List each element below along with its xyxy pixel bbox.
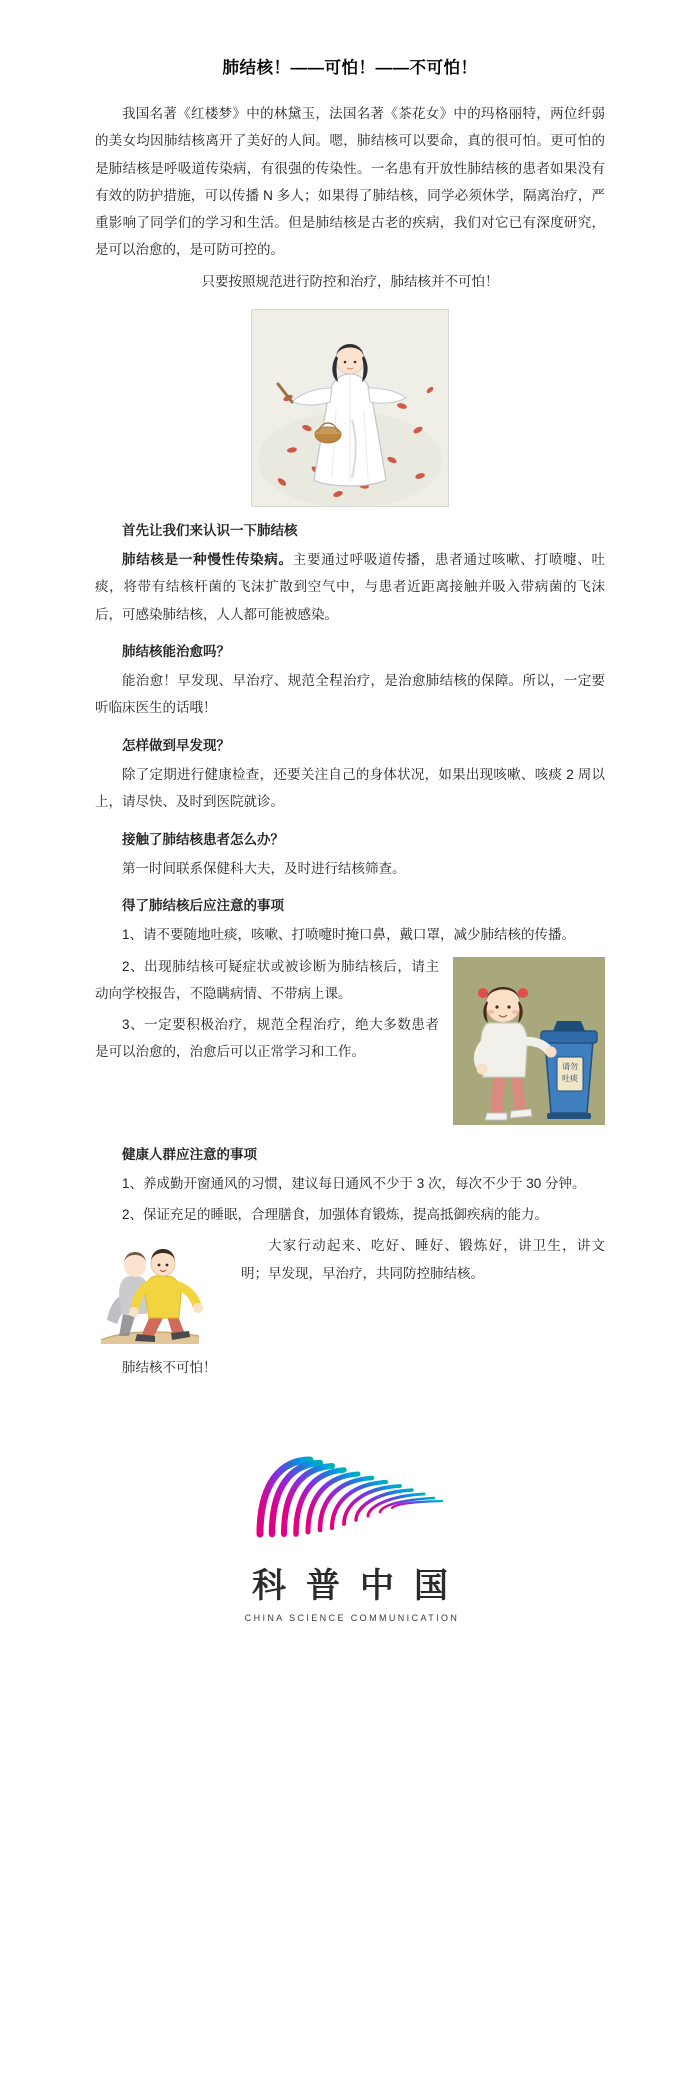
call-to-action-text: 大家行动起来、吃好、睡好、锻炼好，讲卫生，讲文明；早发现，早治疗，共同防控肺结核。 [241,1238,605,1281]
definition-paragraph [95,546,605,628]
question-2: 怎样做到早发现？ [122,737,230,753]
logo-subtitle: CHINA SCIENCE COMMUNICATION [244,1612,460,1623]
definition-lead: 肺结核是一种慢性传染病。 [122,552,293,568]
healthy-note-1: 1、养成勤开窗通风的习惯，建议每日通风不少于 3 次，每次不少于 30 分钟。 [122,1175,586,1191]
patient-notes-block [95,921,605,1130]
answer-2: 除了定期进行健康检查，还要关注自己的身体状况，如果出现咳嗽、咳痰 2 周以上，请尽快、及时到医院就诊。 [95,766,605,810]
footer-logo [190,1442,510,1623]
section-heading-intro: 首先让我们来认识一下肺结核 [122,522,298,538]
closing-text: 肺结核不可怕！ [122,1360,217,1376]
patient-note-3: 3、一定要积极治疗，规范全程治疗，绝大多数患者是可以治愈的，治愈后可以正常学习和工作。 [95,1017,439,1060]
illustration-no-spitting [453,957,605,1125]
kepu-china-mark-icon [190,1442,510,1552]
illustration-lin-daiyu [251,309,449,507]
section-heading-healthy-notes: 健康人群应注意的事项 [122,1146,257,1162]
question-3: 接触了肺结核患者怎么办？ [122,831,284,847]
page-title: 肺结核！——可怕！——不可怕！ [222,59,478,77]
patient-note-2: 2、出现肺结核可疑症状或被诊断为肺结核后，请主动向学校报告，不隐瞒病情、不带病上课。 [95,958,439,1001]
patient-note-1: 1、请不要随地吐痰，咳嗽、打喷嚏时掩口鼻，戴口罩，减少肺结核的传播。 [122,927,576,943]
logo-wordmark: 科普中国 [252,1567,468,1605]
answer-3: 第一时间联系保健科大夫，及时进行结核筛查。 [122,860,406,876]
call-to-action-block [95,1232,605,1354]
center-highlight-line: 只要按照规范进行防控和治疗，肺结核并不可怕！ [201,273,499,289]
svg-text:请勿: 请勿 [562,1061,578,1071]
question-1: 肺结核能治愈吗？ [122,643,230,659]
answer-1: 能治愈！早发现、早治疗、规范全程治疗，是治愈肺结核的保障。所以，一定要听临床医生的话哦！ [95,673,605,716]
intro-paragraph: 我国名著《红楼梦》中的林黛玉，法国名著《茶花女》中的玛格丽特，两位纤弱的美女均因肺结核离开了美好的人间。嗯，肺结核可以要命，真的很可怕。更可怕的是肺结核是呼吸道传染病，有很强的传染性。一名患有开放性肺结核的患者如果没有有效的防护措施，可以传播 N 多人；如果得了肺结核，同学必须休学，隔离治疗，严重影响了同学们的学习和生活。但是肺结核是古老的疾病，我们对它已有深度研究，是可以治愈的，是可防可控的。 [95,106,605,258]
svg-text:吐痰: 吐痰 [562,1073,578,1083]
healthy-note-2: 2、保证充足的睡眠，合理膳食，加强体育锻炼，提高抵御疾病的能力。 [122,1207,549,1223]
illustration-exercise [95,1236,227,1352]
section-heading-patient-notes: 得了肺结核后应注意的事项 [122,898,284,914]
definition-rest: 主要通过呼吸道传播，患者通过咳嗽、打喷嚏、吐痰，将带有结核杆菌的飞沫扩散到空气中，与患者近距离接触并吸入带病菌的飞沫后，可感染肺结核，人人都可能被感染。 [95,552,606,622]
